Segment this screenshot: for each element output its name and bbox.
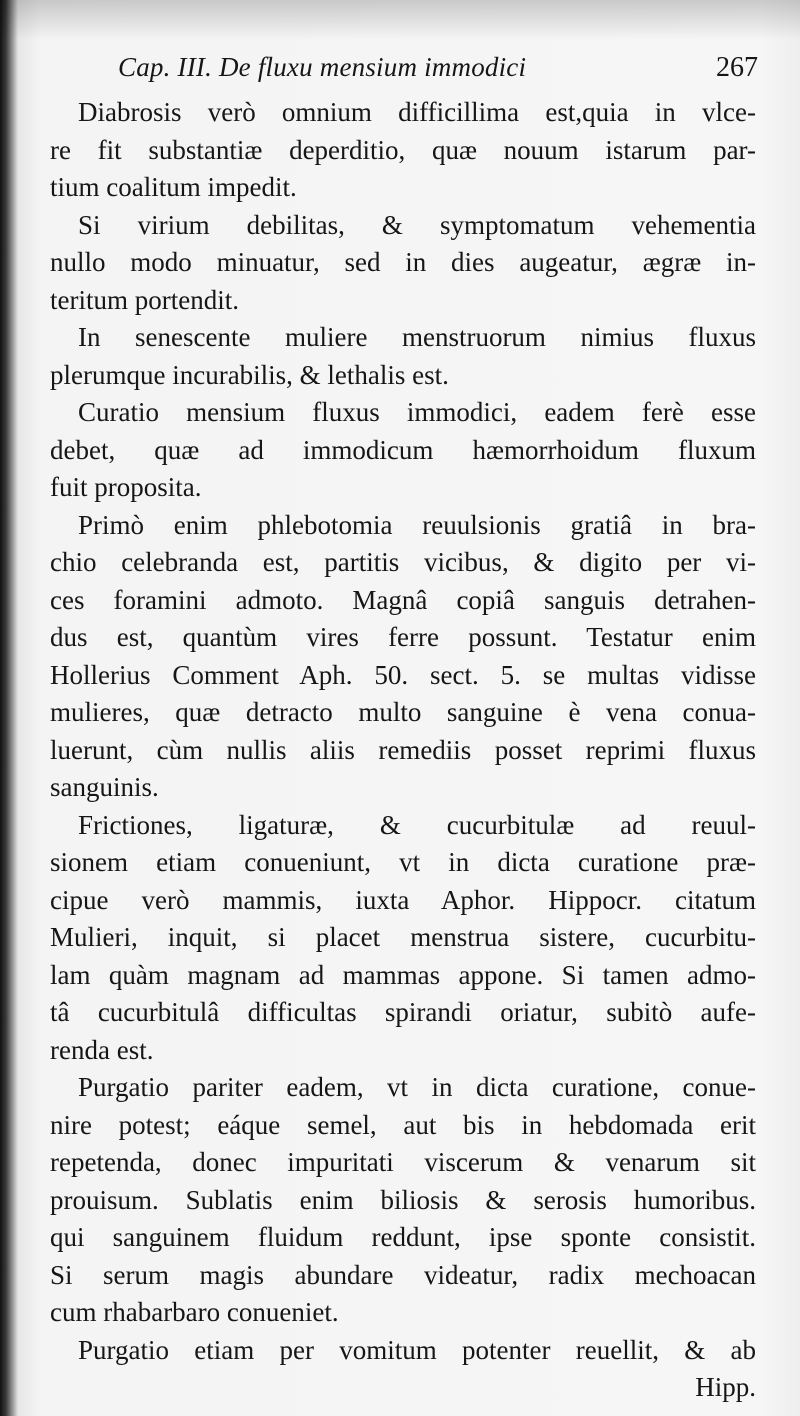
page-header [118,52,758,92]
text-line: renda est. [50,1034,154,1065]
text-line: Si serum magis abundare videatur, radix mechoacan [50,1259,756,1290]
text-body [50,94,756,1412]
text-line: Hollerius Comment Aph. 50. sect. 5. se multas vidisse [50,659,756,690]
text-line: tâ cucurbitulâ difficultas spirandi oriatur, subitò aufe- [50,997,756,1027]
text-line: luerunt, cùm nullis aliis remediis posset reprimi fluxus [50,734,756,765]
text-line: In senescente muliere menstruorum nimius fluxus [78,322,756,352]
text-line: prouisum. Sublatis enim biliosis & serosis humoribus. [50,1184,756,1215]
text-line: cipue verò mammis, iuxta Aphor. Hippocr. citatum [50,884,756,915]
text-line: repetenda, donec impuritati viscerum & venarum sit [50,1147,756,1177]
text-line: chio celebranda est, partitis vicibus, & digito per vi- [50,547,756,577]
text-line: fuit proposita. [50,472,202,502]
text-line: tium coalitum impedit. [50,172,297,202]
text-line: Purgatio pariter eadem, vt in dicta curatione, conue- [78,1072,756,1102]
text-line: nullo modo minuatur, sed in dies augeatur, ægræ in- [50,247,756,277]
page-number: 267 [716,52,758,83]
text-line: nire potest; eáque semel, aut bis in hebdomada erit [50,1109,756,1140]
text-line: Diabrosis verò omnium difficillima est,quia in vlce- [78,97,756,127]
text-line: plerumque incurabilis, & lethalis est. [50,359,449,390]
text-line: Si virium debilitas, & symptomatum vehementia [78,209,756,240]
text-line: lam quàm magnam ad mammas appone. Si tamen admo- [50,959,756,990]
text-line: cum rhabarbaro conueniet. [50,1297,339,1327]
text-line: Frictiones, ligaturæ, & cucurbitulæ ad reuul- [78,809,756,840]
text-line: re fit substantiæ deperditio, quæ nouum istarum par- [50,134,756,165]
text-line: sanguinis. [50,772,159,802]
text-line: teritum portendit. [50,284,239,315]
text-line: qui sanguinem fluidum reddunt, ipse sponte consistit. [50,1222,756,1252]
text-line: Purgatio etiam per vomitum potenter reuellit, & ab [78,1334,756,1365]
page-edge-shadow [0,0,800,40]
text-line: dus est, quantùm vires ferre possunt. Testatur enim [50,622,756,652]
text-line: sionem etiam conueniunt, vt in dicta curatione præ- [50,847,756,877]
text-line: mulieres, quæ detracto multo sanguine è vena conua- [50,697,756,727]
text-line: Mulieri, inquit, si placet menstrua sistere, cucurbitu- [50,922,756,952]
catchword: Hipp. [695,1372,756,1402]
running-head: Cap. III. De fluxu mensium immodici [118,52,527,82]
text-line: ces foramini admoto. Magnâ copiâ sanguis detrahen- [50,584,756,615]
text-line: Curatio mensium fluxus immodici, eadem ferè esse [78,397,756,427]
text-line: debet, quæ ad immodicum hæmorrhoidum fluxum [50,434,756,465]
text-line: Primò enim phlebotomia reuulsionis gratiâ in bra- [78,509,756,540]
